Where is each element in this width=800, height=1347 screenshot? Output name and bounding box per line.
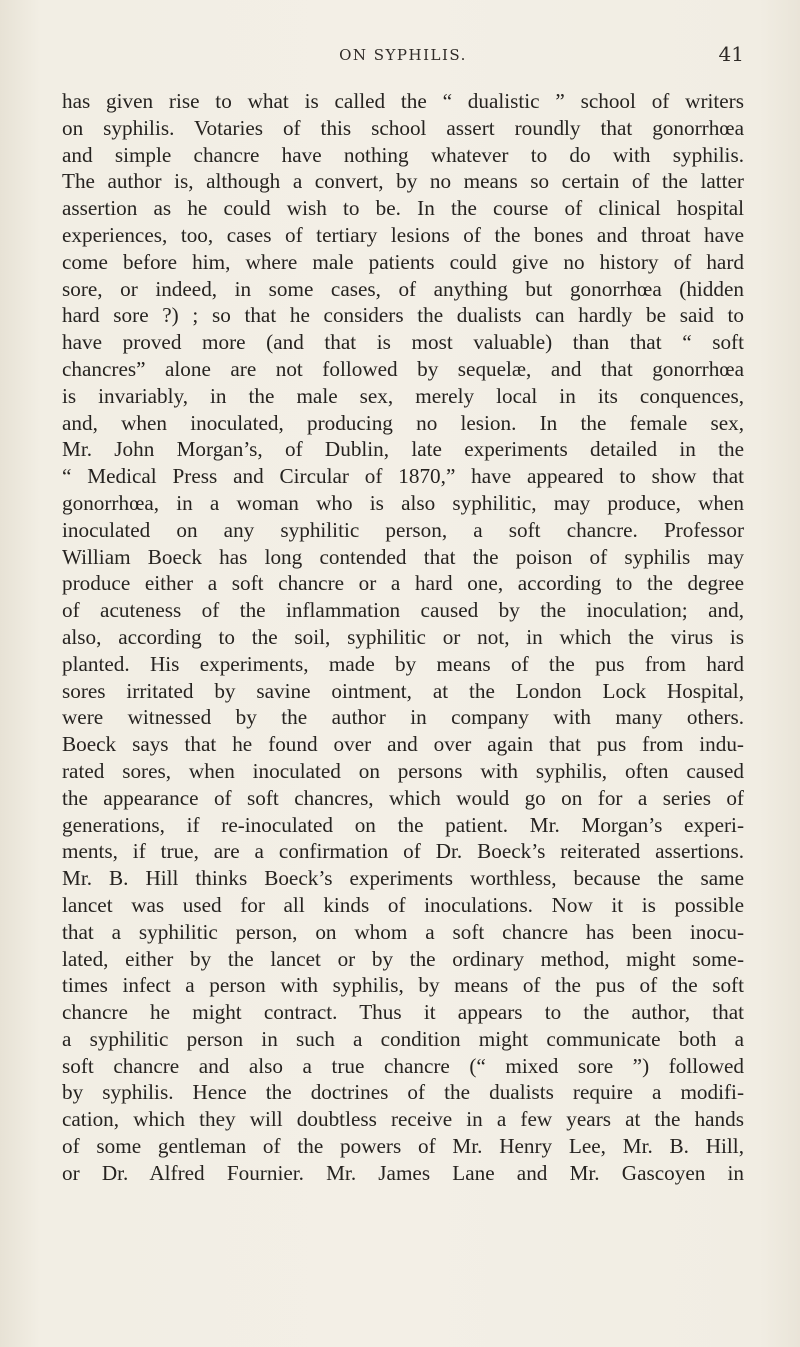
text-line: soft chancre and also a true chancre (“ mixed sore ”) followed — [62, 1053, 744, 1078]
text-line: lancet was used for all kinds of inoculations. Now it is possible — [62, 892, 744, 917]
text-line: lated, either by the lancet or by the ordinary method, might some- — [62, 946, 744, 971]
text-line: “ Medical Press and Circular of 1870,” have appeared to show that — [62, 464, 744, 489]
text-line: sores irritated by savine ointment, at the London Lock Hospital, — [62, 678, 744, 703]
text-line: ments, if true, are a confirmation of Dr. Boeck’s reiterated assertions. — [62, 839, 744, 864]
text-line: sore, or indeed, in some cases, of anything but gonorrhœa (hidden — [62, 276, 744, 301]
text-line: gonorrhœa, in a woman who is also syphilitic, may produce, when — [62, 490, 744, 515]
text-line: produce either a soft chancre or a hard one, according to the degree — [62, 571, 744, 596]
text-line: also, according to the soil, syphilitic or not, in which the virus is — [62, 624, 744, 649]
text-line: hard sore ?) ; so that he considers the dualists can hardly be said to — [62, 303, 744, 328]
text-line: have proved more (and that is most valuable) than that “ soft — [62, 330, 744, 355]
text-line: and, when inoculated, producing no lesion. In the female sex, — [62, 410, 744, 435]
text-line: assertion as he could wish to be. In the course of clinical hospital — [62, 196, 744, 221]
text-line: planted. His experiments, made by means of the pus from hard — [62, 651, 744, 676]
text-line: a syphilitic person in such a condition might communicate both a — [62, 1026, 744, 1051]
text-line: generations, if re-inoculated on the patient. Mr. Morgan’s experi- — [62, 812, 744, 837]
body-paragraph — [62, 88, 744, 1187]
text-line: inoculated on any syphilitic person, a soft chancre. Professor — [62, 517, 744, 542]
text-line: of some gentleman of the powers of Mr. Henry Lee, Mr. B. Hill, — [62, 1134, 744, 1159]
text-line: that a syphilitic person, on whom a soft chancre has been inocu- — [62, 919, 744, 944]
text-line: by syphilis. Hence the doctrines of the dualists require a modifi- — [62, 1080, 744, 1105]
text-line: Boeck says that he found over and over again that pus from indu- — [62, 732, 744, 757]
text-line: of acuteness of the inflammation caused by the inoculation; and, — [62, 598, 744, 623]
text-line: William Boeck has long contended that the poison of syphilis may — [62, 544, 744, 569]
text-line: were witnessed by the author in company with many others. — [62, 705, 744, 730]
text-line: the appearance of soft chancres, which would go on for a series of — [62, 785, 744, 810]
running-head: ON SYPHILIS. — [339, 46, 467, 64]
text-line: experiences, too, cases of tertiary lesions of the bones and throat have — [62, 222, 744, 247]
text-line: Mr. John Morgan’s, of Dublin, late experiments detailed in the — [62, 437, 744, 462]
text-line: on syphilis. Votaries of this school assert roundly that gonorrhœa — [62, 115, 744, 140]
page-number: 41 — [718, 42, 744, 66]
text-line: chancre he might contract. Thus it appears to the author, that — [62, 1000, 744, 1025]
text-line: rated sores, when inoculated on persons with syphilis, often caused — [62, 758, 744, 783]
text-line: is invariably, in the male sex, merely local in its conquences, — [62, 383, 744, 408]
text-line: times infect a person with syphilis, by means of the pus of the soft — [62, 973, 744, 998]
text-line: chancres” alone are not followed by sequelæ, and that gonorrhœa — [62, 356, 744, 381]
text-line: or Dr. Alfred Fournier. Mr. James Lane and Mr. Gascoyen in — [62, 1160, 744, 1185]
text-line: has given rise to what is called the “ dualistic ” school of writers — [62, 89, 744, 113]
text-line: Mr. B. Hill thinks Boeck’s experiments worthless, because the same — [62, 866, 744, 891]
text-line: cation, which they will doubtless receive in a few years at the hands — [62, 1107, 744, 1132]
text-line: The author is, although a convert, by no means so certain of the latter — [62, 169, 744, 194]
text-line: come before him, where male patients could give no history of hard — [62, 249, 744, 274]
text-line: and simple chancre have nothing whatever to do with syphilis. — [62, 142, 744, 167]
page-header — [62, 40, 744, 70]
